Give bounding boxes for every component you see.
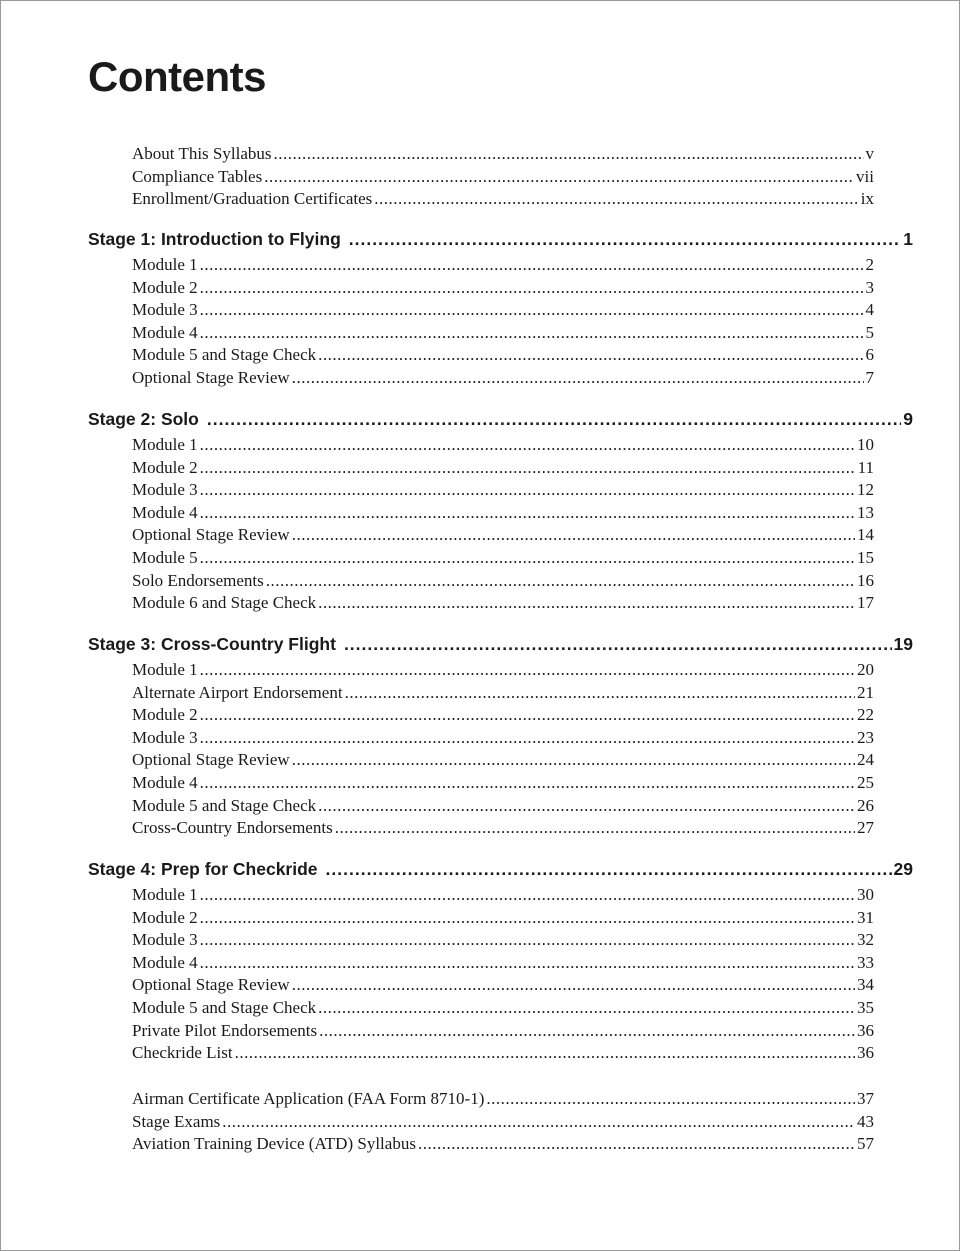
toc-entry[interactable]: [132, 1043, 874, 1063]
dot-leader: [318, 345, 863, 365]
toc-entry[interactable]: [132, 1021, 874, 1041]
toc-entry-page-number: 17: [857, 593, 874, 613]
toc-entry-label: Private Pilot Endorsements: [132, 1020, 318, 1040]
toc-entry[interactable]: [132, 796, 874, 816]
toc-entry-front-matter-label: Enrollment/Graduation Certificates: [132, 189, 373, 209]
toc-entry-label: Module 5: [132, 548, 198, 567]
toc-entry-page-number: 35: [857, 998, 874, 1017]
toc-entry-label: Alternate Airport Endorsement: [132, 682, 343, 702]
toc-entry-page-number: 33: [857, 952, 874, 972]
toc-stage-heading[interactable]: [88, 634, 913, 655]
toc-entry-page-number: 22: [857, 705, 874, 725]
dot-leader: [200, 323, 864, 343]
toc-entry-page-number: 20: [857, 660, 874, 679]
toc-entry[interactable]: [132, 458, 874, 478]
toc-entry-page-number: 2: [865, 255, 874, 274]
toc-entry-page-number: 25: [857, 773, 874, 792]
toc-entry[interactable]: [132, 818, 874, 838]
toc-stage-heading-page-number: 9: [903, 409, 913, 429]
dot-leader: [292, 525, 855, 545]
dot-leader: [374, 189, 858, 209]
toc-entry-back-matter[interactable]: [132, 1112, 874, 1132]
toc-entry-label: Module 4: [132, 322, 198, 342]
toc-entry-front-matter[interactable]: [132, 189, 874, 209]
toc-entry[interactable]: [132, 368, 874, 388]
dot-leader: [200, 503, 855, 523]
toc-entry-page-number: 27: [857, 818, 874, 838]
toc-entry-page-number: 12: [857, 480, 874, 500]
toc-entry-label: Cross-Country Endorsements: [132, 818, 333, 838]
toc-entry-front-matter-page-number: ix: [860, 189, 874, 209]
toc-entry-back-matter-label: Aviation Training Device (ATD) Syllabus: [132, 1134, 416, 1154]
toc-entry[interactable]: [132, 953, 874, 973]
toc-entry[interactable]: [132, 593, 874, 613]
toc-entry-label: Module 2: [132, 705, 198, 725]
dot-leader: [264, 167, 854, 187]
toc-entry-front-matter[interactable]: [132, 167, 874, 187]
toc-entry-front-matter-label: Compliance Tables: [132, 166, 263, 186]
toc-entry[interactable]: [132, 480, 874, 500]
toc-stage-heading-label: Stage 3: Cross-Country Flight: [88, 634, 336, 654]
dot-leader: [200, 885, 855, 905]
toc-entry[interactable]: [132, 278, 874, 298]
toc-entry-label: Module 5 and Stage Check: [132, 345, 317, 365]
dot-leader: [200, 458, 856, 478]
dot-leader: [235, 1043, 855, 1063]
toc-entry[interactable]: [132, 750, 874, 770]
dot-leader: [292, 750, 855, 770]
toc-stage-heading-label: Stage 1: Introduction to Flying: [88, 229, 341, 249]
toc-entry-page-number: 7: [865, 368, 874, 387]
toc-entry-page-number: 5: [865, 322, 874, 342]
toc-entry[interactable]: [132, 300, 874, 320]
toc-entry-label: Solo Endorsements: [132, 570, 264, 590]
toc-entry[interactable]: [132, 908, 874, 928]
toc-entry[interactable]: [132, 930, 874, 950]
toc-stage-heading-page-number: 29: [893, 859, 913, 879]
toc-entry-page-number: 24: [857, 750, 874, 770]
toc-entry-page-number: 6: [865, 345, 874, 365]
dot-leader: [273, 144, 863, 164]
toc-entry-page-number: 15: [857, 548, 874, 567]
toc-entry[interactable]: [132, 525, 874, 545]
dot-leader: [318, 998, 855, 1018]
dot-leader: [200, 908, 855, 928]
dot-leader: [222, 1112, 855, 1132]
toc-entry-page-number: 32: [857, 930, 874, 950]
dot-leader: [292, 975, 855, 995]
toc-entry-back-matter-page-number: 57: [857, 1134, 874, 1154]
toc-entry-label: Module 3: [132, 480, 198, 500]
dot-leader: [200, 300, 864, 320]
toc-entry-page-number: 36: [857, 1043, 874, 1063]
toc-entry-back-matter[interactable]: [132, 1089, 874, 1109]
toc-entry-page-number: 21: [857, 682, 874, 702]
toc-entry-page-number: 4: [865, 300, 874, 320]
toc-stage-heading-label: Stage 2: Solo: [88, 409, 199, 429]
toc-entry-label: Module 1: [132, 255, 198, 274]
toc-entry[interactable]: [132, 885, 874, 905]
toc-entry-back-matter-page-number: 37: [857, 1089, 874, 1108]
dot-leader: [266, 571, 855, 591]
dot-leader: [486, 1089, 855, 1109]
dot-leader: [344, 634, 892, 655]
dot-leader: [319, 1021, 855, 1041]
toc-entry-label: Module 5 and Stage Check: [132, 795, 317, 815]
toc-entry-front-matter[interactable]: [132, 144, 874, 164]
toc-stage-heading[interactable]: [88, 859, 913, 880]
dot-leader: [200, 435, 855, 455]
toc-entry-page-number: 23: [857, 727, 874, 747]
dot-leader: [200, 255, 864, 275]
toc-entry-label: Module 6 and Stage Check: [132, 593, 317, 613]
toc-stage-heading-page-number: 19: [893, 634, 913, 654]
dot-leader: [345, 683, 855, 703]
toc-entry-label: Module 1: [132, 435, 198, 454]
toc-entry-page-number: 34: [857, 975, 874, 995]
toc-entry-label: Module 4: [132, 952, 198, 972]
dot-leader: [200, 773, 855, 793]
toc-entry-label: Module 2: [132, 277, 198, 297]
toc-entry-label: Module 1: [132, 885, 198, 904]
toc-entry-page-number: 13: [857, 502, 874, 522]
toc-entry[interactable]: [132, 323, 874, 343]
toc-entry-page-number: 16: [857, 570, 874, 590]
toc-entry-label: Module 5 and Stage Check: [132, 998, 317, 1017]
toc-entry-front-matter-page-number: vii: [856, 166, 874, 186]
toc-entry-label: Module 2: [132, 457, 198, 477]
dot-leader: [200, 930, 855, 950]
dot-leader: [318, 593, 855, 613]
toc-entry-back-matter-label: Airman Certificate Application (FAA Form 8710-1): [132, 1089, 485, 1108]
toc-entry[interactable]: [132, 683, 874, 703]
dot-leader: [349, 229, 901, 250]
toc-entry-back-matter[interactable]: [132, 1134, 874, 1154]
toc-entry-label: Module 3: [132, 727, 198, 747]
dot-leader: [200, 705, 855, 725]
dot-leader: [318, 796, 855, 816]
toc-entry-page-number: 26: [857, 795, 874, 815]
toc-entry[interactable]: [132, 503, 874, 523]
toc-stage-heading-page-number: 1: [903, 229, 913, 249]
dot-leader: [200, 660, 855, 680]
toc-entry-label: Module 1: [132, 660, 198, 679]
toc-entry[interactable]: [132, 660, 874, 680]
toc-entry-label: Module 3: [132, 300, 198, 320]
toc-entry-page-number: 10: [857, 435, 874, 454]
toc-entry-label: Module 3: [132, 930, 198, 950]
dot-leader: [335, 818, 855, 838]
toc-entry-label: Module 4: [132, 773, 198, 792]
toc-entry[interactable]: [132, 998, 874, 1018]
toc-stage-heading[interactable]: [88, 409, 913, 430]
dot-leader: [200, 278, 864, 298]
toc-entry[interactable]: [132, 548, 874, 568]
toc-entry[interactable]: [132, 705, 874, 725]
toc-entry-page-number: 11: [857, 457, 874, 477]
toc-entry[interactable]: [132, 345, 874, 365]
toc-entry-label: Optional Stage Review: [132, 750, 290, 770]
dot-leader: [200, 953, 855, 973]
toc-stage-heading[interactable]: [88, 229, 913, 250]
toc-entry[interactable]: [132, 571, 874, 591]
dot-leader: [326, 859, 892, 880]
toc-entry-page-number: 30: [857, 885, 874, 904]
toc-entry[interactable]: [132, 255, 874, 275]
toc-entry-page-number: 36: [857, 1020, 874, 1040]
toc-entry-front-matter-label: About This Syllabus: [132, 144, 272, 163]
toc-entry-page-number: 31: [857, 907, 874, 927]
toc-entry[interactable]: [132, 975, 874, 995]
dot-leader: [207, 409, 901, 430]
toc-entry-label: Checkride List: [132, 1043, 233, 1063]
toc-entry[interactable]: [132, 435, 874, 455]
toc-entry-back-matter-page-number: 43: [857, 1111, 874, 1131]
dot-leader: [200, 548, 855, 568]
page-title: Contents: [88, 53, 266, 100]
toc-entry-label: Optional Stage Review: [132, 975, 290, 995]
toc-entry-label: Module 4: [132, 502, 198, 522]
toc-entry-label: Optional Stage Review: [132, 368, 290, 387]
toc-entry[interactable]: [132, 728, 874, 748]
dot-leader: [292, 368, 864, 388]
toc-stage-heading-label: Stage 4: Prep for Checkride: [88, 859, 318, 879]
toc-entry-label: Module 2: [132, 907, 198, 927]
dot-leader: [200, 480, 855, 500]
toc-entry-label: Optional Stage Review: [132, 525, 290, 545]
toc-entry-back-matter-label: Stage Exams: [132, 1111, 221, 1131]
dot-leader: [200, 728, 855, 748]
toc-entry-page-number: 14: [857, 525, 874, 545]
toc-entry-page-number: 3: [865, 277, 874, 297]
dot-leader: [418, 1134, 855, 1154]
toc-entry[interactable]: [132, 773, 874, 793]
toc-entry-front-matter-page-number: v: [865, 144, 874, 163]
